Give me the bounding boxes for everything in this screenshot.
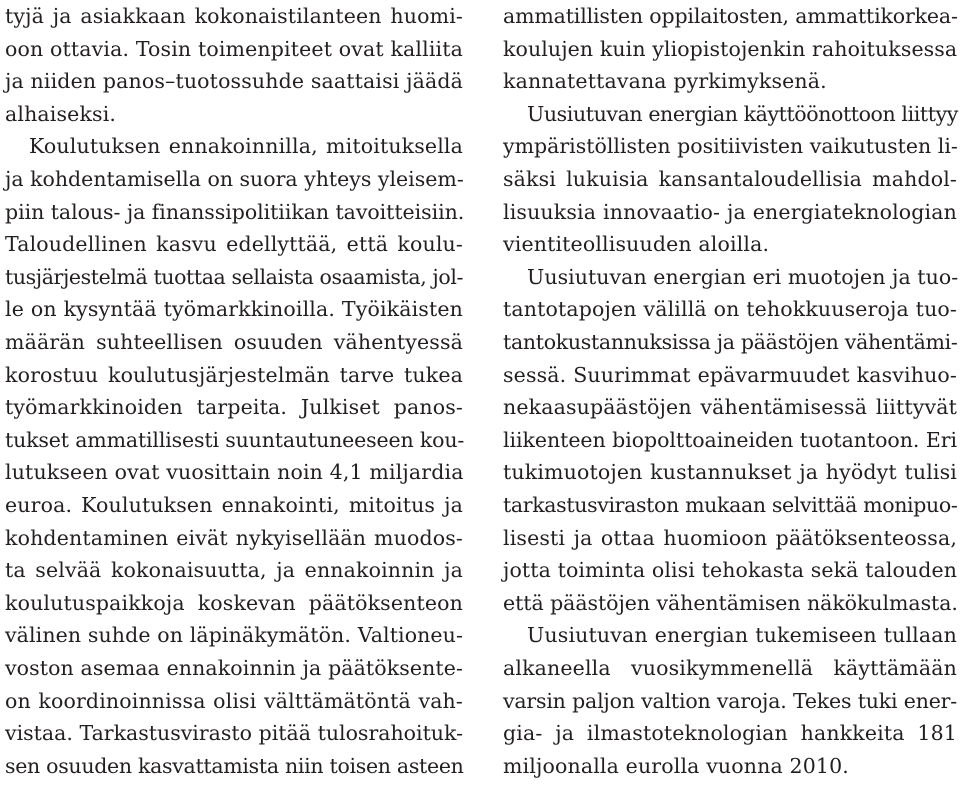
text-line: varsin paljon valtion varoja. Tekes tuki ener-: [503, 688, 957, 713]
text-line: korostuu koulutusjärjestelmän tarve tukea: [5, 362, 463, 387]
text-line: tusjärjestelmä tuottaa sellaista osaamista, jol-: [5, 264, 464, 289]
text-line: vistaa. Tarkastusvirasto pitää tulosrahoituk-: [5, 721, 463, 746]
text-line: koulutuspaikkoja koskevan päätöksenteon: [5, 590, 463, 615]
text-line: ta selvää kokonaisuutta, ja ennakoinnin ja: [5, 558, 463, 583]
text-line: nekaasupäästöjen vähentämisessä liittyvät: [503, 395, 957, 420]
text-line: että päästöjen vähentämisen näkökulmasta.: [503, 590, 958, 615]
text-line: sessä. Suurimmat epävarmuudet kasvihuo-: [503, 362, 957, 387]
text-line: piin talous- ja finanssipolitiikan tavoitteisiin.: [5, 199, 465, 224]
text-line: ympäristöllisten positiivisten vaikutusten li-: [503, 134, 958, 159]
text-line: kannatettavana pyrkimyksenä.: [503, 69, 827, 94]
text-line: Uusiutuvan energian tukemiseen tullaan: [527, 623, 957, 648]
text-line: tyjä ja asiakkaan kokonaistilanteen huomi-: [5, 4, 463, 28]
text-line: lisesti ja ottaa huomioon päätöksenteossa,: [503, 525, 957, 550]
text-line: oon ottavia. Tosin toimenpiteet ovat kalliita: [5, 36, 463, 61]
text-line: Uusiutuvan energian käyttöönottoon liittyy: [527, 101, 958, 126]
text-line: koulujen kuin yliopistojenkin rahoituksessa: [503, 36, 958, 61]
text-line: sen osuuden kasvattamista niin toisen asteen: [5, 753, 464, 778]
text-line: tukset ammatillisesti suuntautuneeseen kou-: [5, 427, 465, 452]
text-line: lisuuksia innovaatio- ja energiateknologian: [503, 199, 957, 224]
text-line: vientiteollisuuden aloilla.: [503, 232, 770, 257]
text-line: säksi lukuisia kansantaloudellisia mahdol-: [503, 167, 957, 191]
text-line: on koordinoinnissa olisi välttämätöntä vah-: [5, 688, 463, 713]
text-line: liikenteen biopolttoaineiden tuotantoon. Eri: [503, 427, 957, 452]
text-line: alhaiseksi.: [5, 101, 117, 126]
text-line: työmarkkinoiden tarpeita. Julkiset panos-: [5, 395, 463, 420]
text-line: Taloudellinen kasvu edellyttää, että koulu-: [5, 232, 463, 257]
text-line: ja kohdentamisella on suora yhteys yleisem-: [5, 167, 464, 191]
text-line: miljoonalla eurolla vuonna 2010.: [503, 753, 849, 778]
text-line: alkaneella vuosikymmenellä käyttämään: [503, 656, 957, 680]
text-line: le on kysyntää työmarkkinoilla. Työikäisten: [5, 297, 463, 322]
text-line: ja niiden panos–tuotossuhde saattaisi jäädä: [5, 69, 464, 94]
text-line: välinen suhde on läpinäkymätön. Valtioneu-: [5, 623, 463, 648]
text-line: kohdentaminen eivät nykyisellään muodos-: [5, 525, 463, 550]
text-line: tantotapojen välillä on tehokkuuseroja tuo-: [503, 297, 957, 322]
text-line: voston asemaa ennakoinnin ja päätöksente-: [5, 656, 463, 680]
text-line: määrän suhteellisen osuuden vähentyessä: [5, 330, 463, 354]
text-line: tarkastusviraston mukaan selvittää monipuo-: [503, 493, 958, 517]
text-line: gia- ja ilmastoteknologian hankkeita 181: [503, 721, 957, 746]
text-line: tukimuotojen kustannukset ja hyödyt tulisi: [503, 460, 957, 485]
text-line: Koulutuksen ennakoinnilla, mitoituksella: [29, 134, 463, 159]
text-line: Uusiutuvan energian eri muotojen ja tuo-: [527, 264, 959, 289]
text-line: lutukseen ovat vuosittain noin 4,1 miljardia: [5, 460, 464, 485]
text-line: jotta toiminta olisi tehokasta sekä talouden: [503, 558, 957, 583]
text-line: ammatillisten oppilaitosten, ammattikorkea-: [503, 4, 958, 28]
text-line: euroa. Koulutuksen ennakointi, mitoitus ja: [5, 493, 463, 517]
text-line: tantokustannuksissa ja päästöjen vähentämi-: [503, 330, 958, 354]
